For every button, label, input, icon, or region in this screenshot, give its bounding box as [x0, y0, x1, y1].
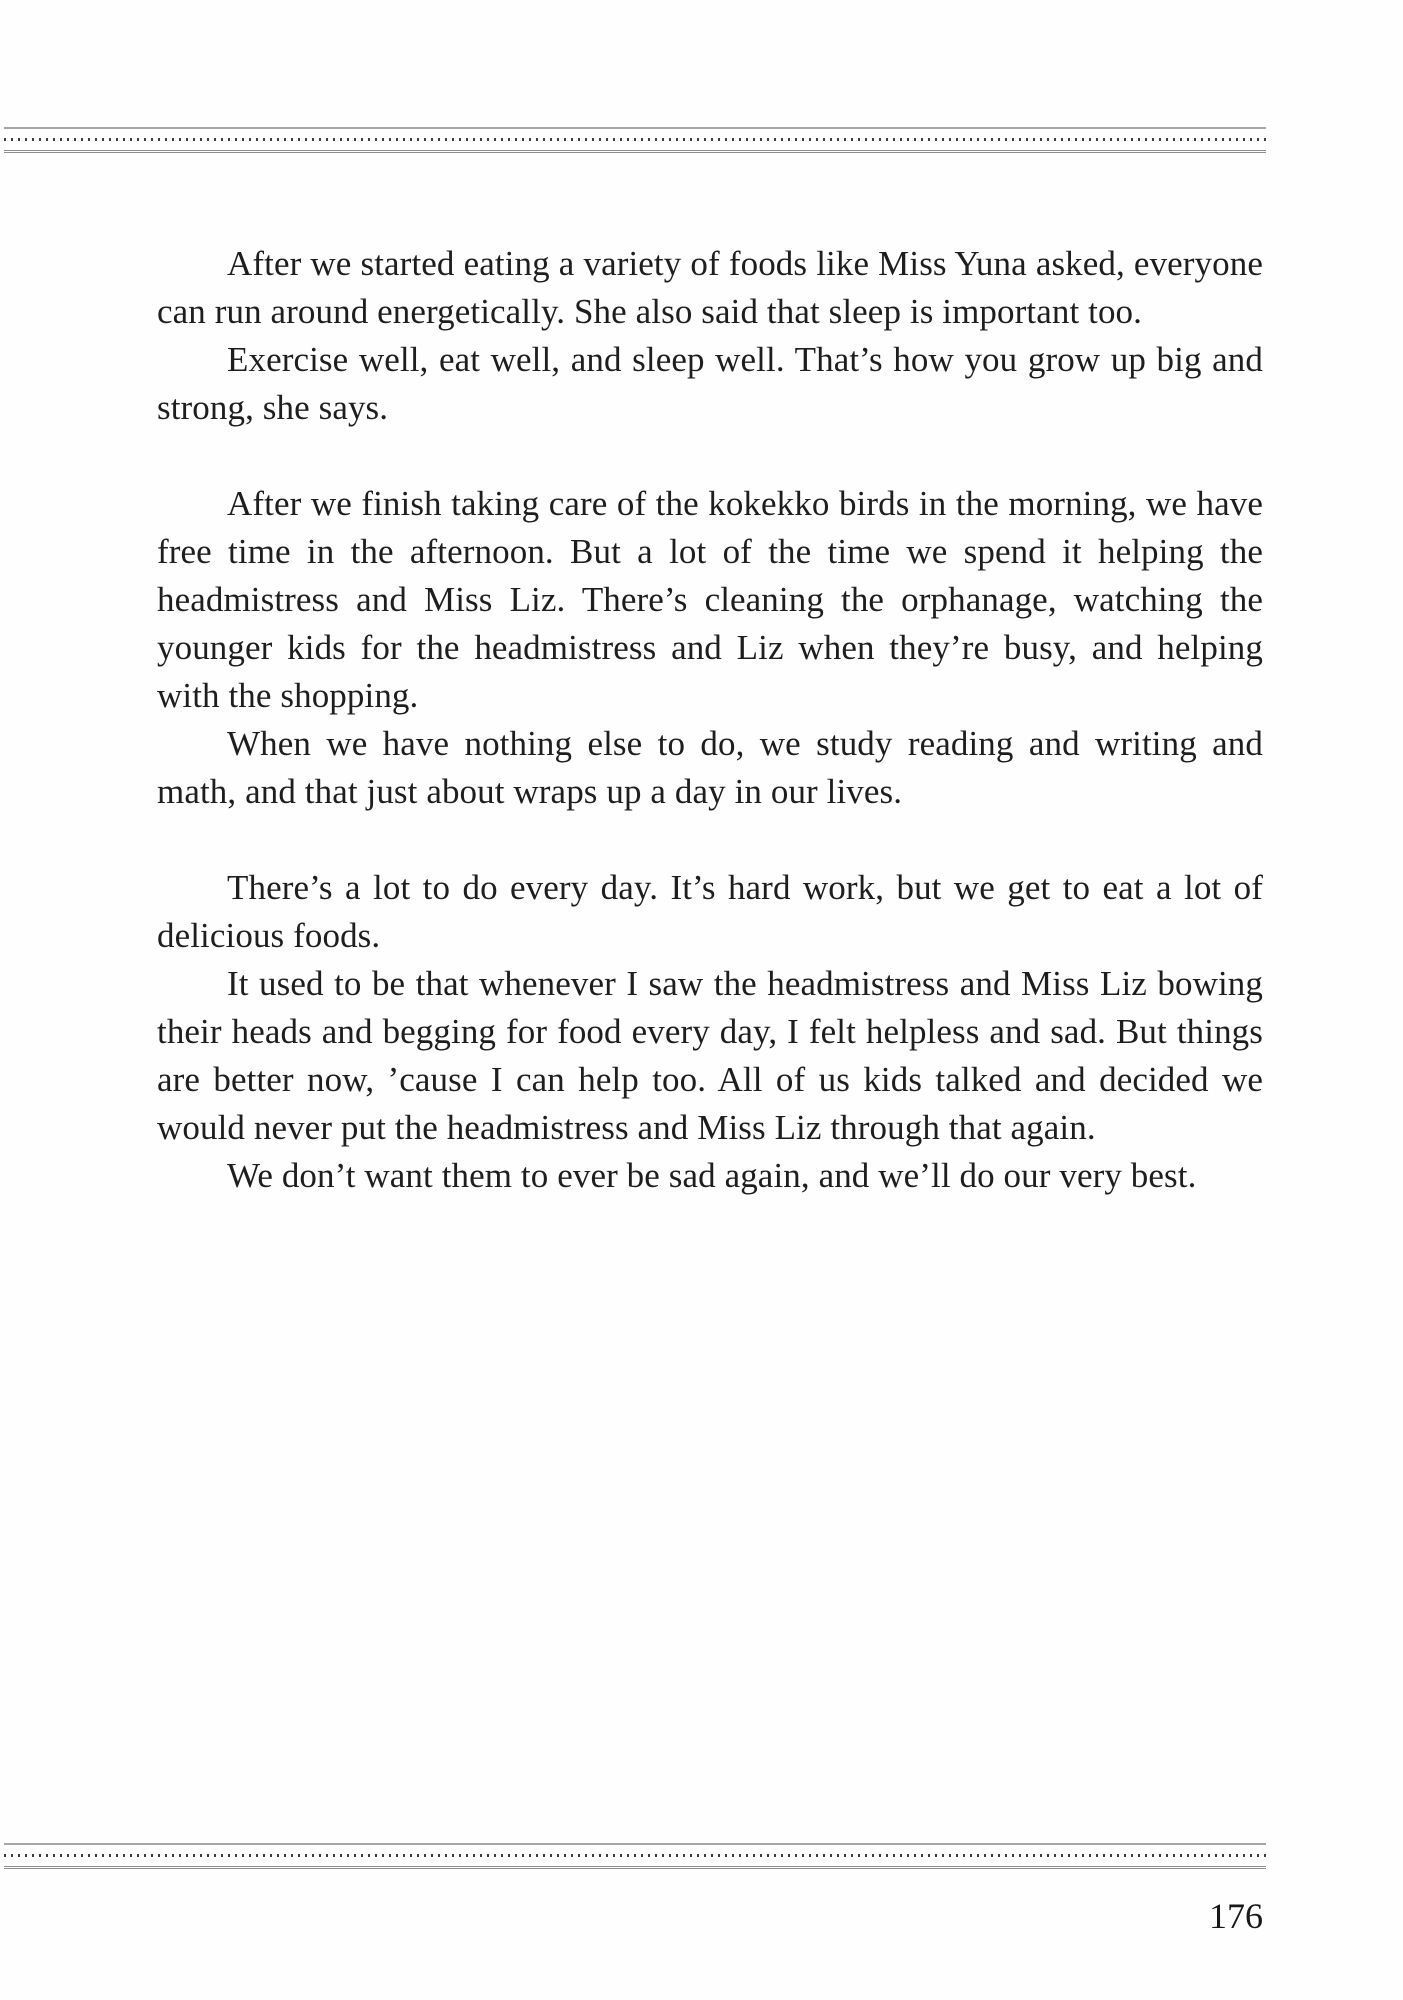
top-decorative-border — [4, 127, 1266, 153]
bottom-decorative-border — [4, 1843, 1266, 1869]
paragraph-group — [157, 864, 1263, 1200]
paragraph: Exercise well, eat well, and sleep well. That’s how you grow up big and strong, she says. — [157, 340, 1263, 427]
paragraph-group — [157, 480, 1263, 816]
paragraph: After we finish taking care of the kokekko birds in the morning, we have free time in the afternoon. But a lot of the time we spend it helping the headmistress and Miss Liz. There’s cleaning the orphanage, watching the younger kids for the headmistress and Liz when they’re busy, and helping with the shopping. — [157, 484, 1263, 715]
page-number: 176 — [1209, 1896, 1263, 1936]
paragraph-group — [157, 240, 1263, 432]
paragraph: We don’t want them to ever be sad again, and we’ll do our very best. — [227, 1156, 1197, 1195]
paragraph: There’s a lot to do every day. It’s hard work, but we get to eat a lot of delicious foods. — [157, 868, 1263, 955]
story-text — [157, 240, 1263, 1200]
paragraph: After we started eating a variety of foods like Miss Yuna asked, everyone can run around energetically. She also said that sleep is important too. — [157, 244, 1263, 331]
paragraph: It used to be that whenever I saw the headmistress and Miss Liz bowing their heads and begging for food every day, I felt helpless and sad. But things are better now, ’cause I can help too. All of us kids talked and decided we would never put the headmistress and Miss Liz through that again. — [157, 964, 1263, 1147]
paragraph: When we have nothing else to do, we study reading and writing and math, and that just about wraps up a day in our lives. — [157, 724, 1263, 811]
